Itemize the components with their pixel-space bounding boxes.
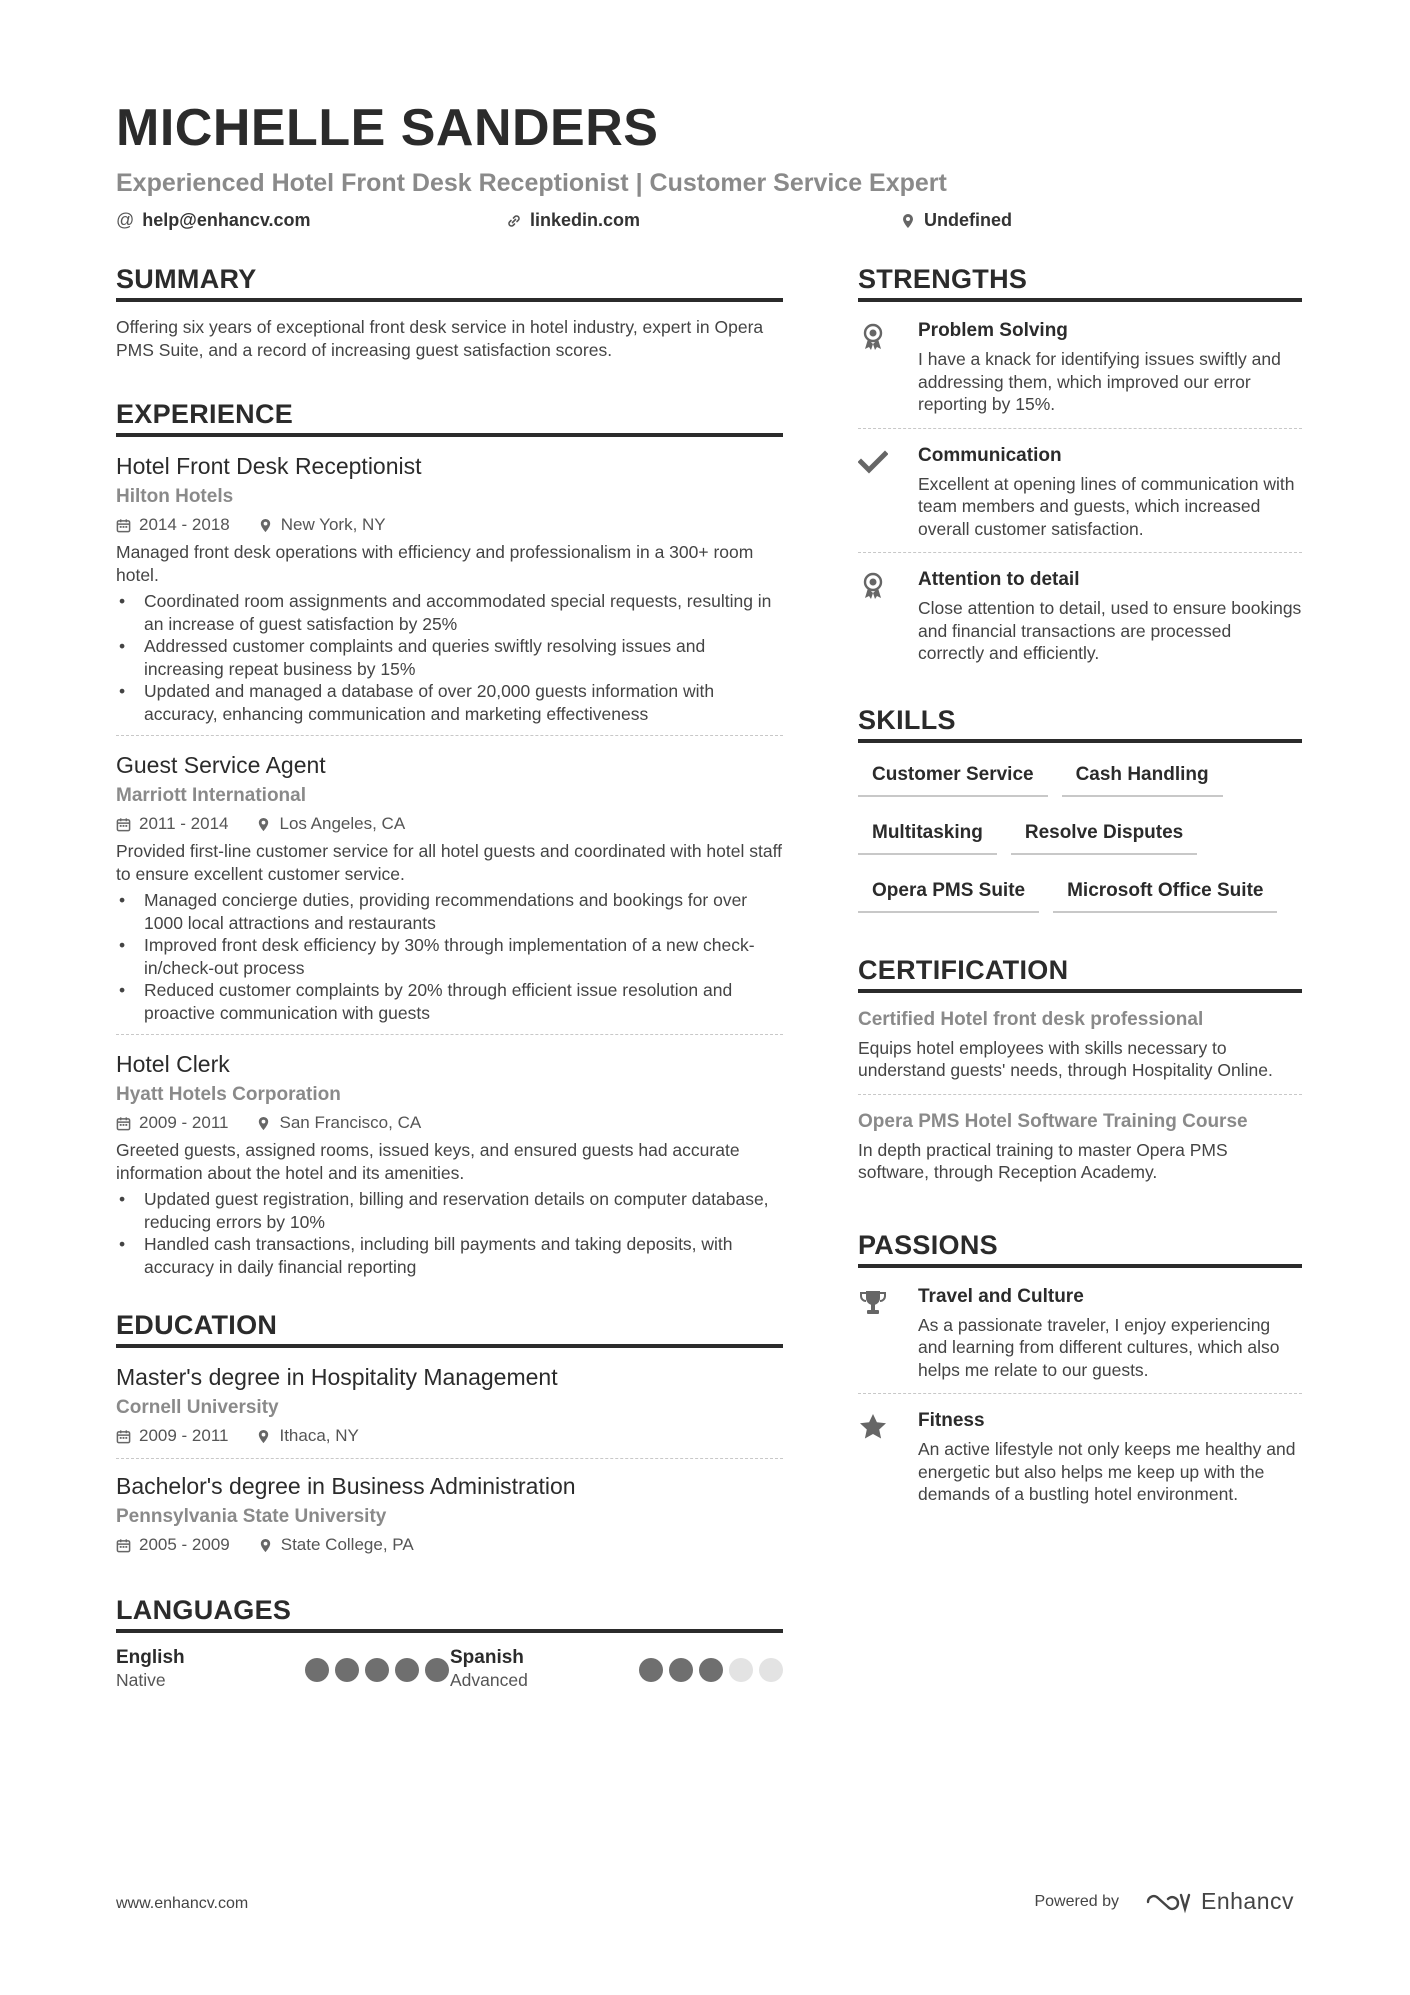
- language-level: Native: [116, 1670, 166, 1690]
- education-dates: [116, 1424, 228, 1448]
- school-name: Cornell University: [116, 1397, 279, 1418]
- contact-bar: [116, 206, 1306, 236]
- education-location: [256, 1424, 358, 1448]
- strength-text: Excellent at opening lines of communication with team members and guests, which increased overall customer satisfaction.: [918, 473, 1295, 539]
- contact-linkedin[interactable]: [506, 210, 640, 231]
- job-dates-text: 2009 - 2011: [139, 1113, 229, 1132]
- language-entry: [450, 1647, 783, 1691]
- languages-heading: LANGUAGES: [116, 1593, 783, 1633]
- medal-icon: [858, 567, 918, 665]
- strength-item: [858, 441, 1302, 554]
- job-location: [256, 1111, 421, 1135]
- footer-website[interactable]: www.enhancv.com: [116, 1895, 249, 1912]
- calendar-icon: [116, 1429, 131, 1444]
- left-column: [116, 262, 783, 1691]
- experience-heading: EXPERIENCE: [116, 397, 783, 437]
- checkmark-icon: [858, 443, 918, 541]
- education-dates-text: 2005 - 2009: [139, 1535, 230, 1554]
- resume-header: [116, 96, 1306, 236]
- job-dates-text: 2014 - 2018: [139, 515, 230, 534]
- summary-heading: SUMMARY: [116, 262, 783, 302]
- education-entry: [116, 1362, 783, 1459]
- rating-dot: [395, 1658, 419, 1682]
- skills-section: [858, 703, 1302, 913]
- language-name: English: [116, 1647, 185, 1668]
- skill-tag: Multitasking: [858, 815, 997, 855]
- strengths-section: [858, 262, 1302, 677]
- calendar-icon: [116, 1538, 131, 1553]
- location-pin-icon: [256, 1116, 271, 1131]
- passion-text: An active lifestyle not only keeps me healthy and energetic but also helps me keep up with the demands of a bustling hotel environment.: [918, 1439, 1296, 1504]
- job-bullets: [116, 590, 783, 725]
- passion-title: Fitness: [918, 1410, 985, 1431]
- skill-tag: Resolve Disputes: [1011, 815, 1197, 855]
- job-bullets: [116, 1188, 783, 1278]
- skill-tag: Microsoft Office Suite: [1053, 873, 1277, 913]
- footer-branding: [1034, 1888, 1294, 1915]
- right-column: [858, 262, 1302, 1530]
- education-location-text: Ithaca, NY: [279, 1426, 359, 1445]
- rating-dot: [365, 1658, 389, 1682]
- certification-title: Opera PMS Hotel Software Training Course: [858, 1110, 1248, 1132]
- job-title: Hotel Front Desk Receptionist: [116, 453, 422, 479]
- enhancv-logo-icon: [1145, 1890, 1191, 1914]
- summary-text: Offering six years of exceptional front desk service in hotel industry, expert in Opera PMS Suite, and a record of increasing guest satisfaction scores.: [116, 317, 764, 360]
- job-meta: [116, 812, 783, 836]
- strengths-heading: STRENGTHS: [858, 262, 1302, 302]
- trophy-icon: [858, 1284, 918, 1382]
- job-location: [256, 812, 405, 836]
- certification-text: Equips hotel employees with skills necessary to understand guests' needs, through Hospitality Online.: [858, 1037, 1273, 1080]
- job-dates: [116, 513, 230, 537]
- rating-dot: [335, 1658, 359, 1682]
- education-section: [116, 1308, 783, 1567]
- rating-dot: [729, 1658, 753, 1682]
- bullet-item: • Coordinated room assignments and accommodated special requests, resulting in an increase of guest satisfaction by 25%: [116, 590, 783, 635]
- skill-tag: Customer Service: [858, 757, 1048, 797]
- strength-title: Attention to detail: [918, 569, 1080, 590]
- education-dates: [116, 1533, 230, 1557]
- certification-text: In depth practical training to master Opera PMS software, through Reception Academy.: [858, 1139, 1228, 1182]
- location-pin-icon: [258, 518, 273, 533]
- summary-section: [116, 262, 783, 361]
- skills-list: [858, 757, 1302, 913]
- certification-section: [858, 953, 1302, 1196]
- candidate-title: Experienced Hotel Front Desk Receptionist | Customer Service Expert: [116, 169, 947, 197]
- education-heading: EDUCATION: [116, 1308, 783, 1348]
- education-entry: [116, 1471, 783, 1567]
- location-pin-icon: [900, 213, 916, 229]
- passion-text: As a passionate traveler, I enjoy experiencing and learning from different cultures, which also helps me relate to our guests.: [918, 1314, 1280, 1380]
- job-description: Managed front desk operations with efficiency and professionalism in a 300+ room hotel.: [116, 542, 754, 585]
- rating-dot: [425, 1658, 449, 1682]
- degree-title: Bachelor's degree in Business Administration: [116, 1473, 576, 1499]
- location-text: Undefined: [924, 210, 1012, 230]
- education-meta: [116, 1424, 783, 1448]
- bullet-item: • Addressed customer complaints and queries swiftly resolving issues and increasing repeat business by 15%: [116, 635, 783, 680]
- job-meta: [116, 513, 783, 537]
- strength-title: Problem Solving: [918, 320, 1068, 341]
- candidate-name: MICHELLE SANDERS: [116, 99, 659, 157]
- certification-item: [858, 1007, 1302, 1095]
- company-name: Marriott International: [116, 785, 307, 806]
- enhancv-logo[interactable]: [1145, 1888, 1294, 1915]
- passions-heading: PASSIONS: [858, 1228, 1302, 1268]
- language-rating: [639, 1658, 783, 1691]
- certification-item: [858, 1109, 1302, 1196]
- bullet-item: • Handled cash transactions, including bill payments and taking deposits, with accuracy in daily financial reporting: [116, 1233, 783, 1278]
- job-dates: [116, 1111, 228, 1135]
- education-location: [258, 1533, 414, 1557]
- company-name: Hyatt Hotels Corporation: [116, 1084, 341, 1105]
- at-icon: @: [116, 210, 135, 230]
- link-icon: [506, 213, 522, 229]
- passion-item: [858, 1282, 1302, 1395]
- bullet-item: • Reduced customer complaints by 20% through efficient issue resolution and proactive communication with guests: [116, 979, 783, 1024]
- degree-title: Master's degree in Hospitality Management: [116, 1364, 558, 1390]
- passion-title: Travel and Culture: [918, 1285, 1084, 1307]
- job-location-text: New York, NY: [280, 515, 386, 534]
- language-entry: [116, 1647, 449, 1691]
- contact-email[interactable]: [116, 210, 311, 231]
- job-title: Guest Service Agent: [116, 752, 326, 778]
- job-bullets: [116, 889, 783, 1024]
- languages-section: [116, 1593, 783, 1691]
- education-location-text: State College, PA: [280, 1535, 414, 1554]
- experience-entry: [116, 750, 783, 1035]
- language-name: Spanish: [450, 1647, 524, 1668]
- school-name: Pennsylvania State University: [116, 1506, 387, 1527]
- job-title: Hotel Clerk: [116, 1051, 230, 1077]
- rating-dot: [669, 1658, 693, 1682]
- experience-section: [116, 397, 783, 1288]
- job-dates-text: 2011 - 2014: [139, 814, 229, 833]
- bullet-item: • Managed concierge duties, providing recommendations and bookings for over 1000 local attractions and restaurants: [116, 889, 783, 934]
- experience-entry: [116, 451, 783, 736]
- bullet-item: • Updated guest registration, billing and reservation details on computer database, reducing errors by 10%: [116, 1188, 783, 1233]
- medal-icon: [858, 318, 918, 416]
- rating-dot: [699, 1658, 723, 1682]
- enhancv-brand-text: Enhancv: [1200, 1888, 1294, 1914]
- experience-entry: [116, 1049, 783, 1288]
- star-icon: [858, 1408, 918, 1506]
- linkedin-text: linkedin.com: [530, 210, 641, 230]
- location-pin-icon: [256, 817, 271, 832]
- job-location-text: Los Angeles, CA: [279, 814, 406, 833]
- education-meta: [116, 1533, 783, 1557]
- contact-location: [900, 210, 1012, 231]
- certification-heading: CERTIFICATION: [858, 953, 1302, 993]
- language-level: Advanced: [450, 1670, 528, 1690]
- powered-by-text: Powered by: [1034, 1892, 1119, 1910]
- strength-text: I have a knack for identifying issues swiftly and addressing them, which improved our error reporting by 15%.: [918, 349, 1281, 414]
- language-rating: [305, 1658, 449, 1691]
- email-text: help@enhancv.com: [142, 210, 311, 230]
- job-description: Provided first-line customer service for all hotel guests and coordinated with hotel staff to ensure excellent customer service.: [116, 841, 782, 884]
- bullet-item: • Updated and managed a database of over 20,000 guests information with accuracy, enhancing communication and marketing effectiveness: [116, 680, 783, 725]
- languages-list: [116, 1647, 783, 1691]
- skill-tag: Cash Handling: [1062, 757, 1223, 797]
- calendar-icon: [116, 518, 131, 533]
- skills-heading: SKILLS: [858, 703, 1302, 743]
- strength-text: Close attention to detail, used to ensure bookings and financial transactions are processed correctly and efficiently.: [918, 598, 1302, 663]
- strength-item: [858, 565, 1302, 677]
- rating-dot: [639, 1658, 663, 1682]
- passions-section: [858, 1228, 1302, 1518]
- strength-title: Communication: [918, 444, 1062, 466]
- job-location: [258, 513, 386, 537]
- education-dates-text: 2009 - 2011: [139, 1426, 229, 1445]
- bullet-item: • Improved front desk efficiency by 30% through implementation of a new check-in/check-out process: [116, 934, 783, 979]
- passion-item: [858, 1406, 1302, 1518]
- job-meta: [116, 1111, 783, 1135]
- calendar-icon: [116, 1116, 131, 1131]
- job-dates: [116, 812, 228, 836]
- job-location-text: San Francisco, CA: [279, 1113, 422, 1132]
- skill-tag: Opera PMS Suite: [858, 873, 1039, 913]
- strength-item: [858, 316, 1302, 429]
- location-pin-icon: [256, 1429, 271, 1444]
- calendar-icon: [116, 817, 131, 832]
- company-name: Hilton Hotels: [116, 486, 234, 507]
- certification-title: Certified Hotel front desk professional: [858, 1008, 1204, 1030]
- job-description: Greeted guests, assigned rooms, issued keys, and ensured guests had accurate information about the hotel and its amenities.: [116, 1140, 740, 1183]
- location-pin-icon: [258, 1538, 273, 1553]
- rating-dot: [305, 1658, 329, 1682]
- rating-dot: [759, 1658, 783, 1682]
